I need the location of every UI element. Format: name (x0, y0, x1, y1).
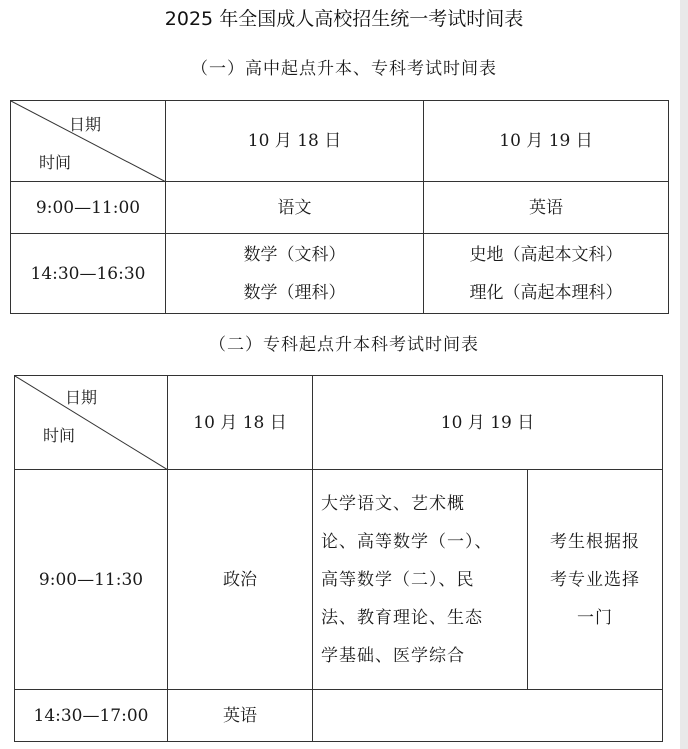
time-cell: 9:00—11:00 (11, 182, 166, 234)
subject-line: 理化（高起本理科） (469, 282, 623, 303)
subject-list-cell (313, 470, 528, 690)
table-row (15, 470, 663, 690)
subject-line: 高等数学（二）、民 (321, 569, 475, 590)
schedule-table-2 (14, 375, 663, 742)
subject-line: 史地（高起本文科） (469, 244, 623, 265)
date-header: 10 月 18 日 (168, 376, 313, 470)
diagonal-line (11, 101, 166, 182)
table-row (15, 376, 663, 470)
date-header: 10 月 18 日 (166, 101, 424, 182)
schedule-table-1 (10, 100, 669, 314)
corner-time-label: 时间 (43, 426, 76, 445)
table-row (11, 234, 669, 314)
page-title: 2025 年全国成人高校招生统一考试时间表 (164, 8, 524, 30)
subject-line: 数学（文科） (243, 244, 346, 265)
corner-time-label: 时间 (39, 153, 72, 172)
subject-line: 大学语文、艺术概 (321, 493, 465, 514)
table-row (15, 690, 663, 742)
date-header: 10 月 19 日 (424, 101, 669, 182)
note-line: 考生根据报 (550, 531, 640, 552)
subject-cell (166, 234, 424, 314)
subject-line: 论、高等数学（一）、 (321, 531, 493, 552)
subject-line: 学基础、医学综合 (321, 645, 465, 666)
table-row (11, 101, 669, 182)
subject-cell: 英语 (424, 182, 669, 234)
scrollbar-track[interactable] (680, 0, 688, 749)
table-row (11, 182, 669, 234)
time-cell: 14:30—17:00 (15, 690, 168, 742)
time-cell: 9:00—11:30 (15, 470, 168, 690)
time-cell: 14:30—16:30 (11, 234, 166, 314)
subject-cell (424, 234, 669, 314)
date-header: 10 月 19 日 (313, 376, 663, 470)
subject-line: 法、教育理论、生态 (321, 607, 483, 628)
subject-line: 数学（理科） (243, 282, 346, 303)
note-line: 一门 (577, 607, 613, 628)
note-line: 考专业选择 (550, 569, 640, 590)
header-corner-cell (15, 376, 168, 470)
corner-date-label: 日期 (69, 115, 102, 134)
section1-heading: （一）高中起点升本、专科考试时间表 (191, 59, 497, 79)
note-cell (528, 470, 663, 690)
subject-cell: 英语 (168, 690, 313, 742)
subject-cell: 政治 (168, 470, 313, 690)
header-corner-cell (11, 101, 166, 182)
corner-date-label: 日期 (65, 388, 98, 407)
subject-cell: 语文 (166, 182, 424, 234)
section2-heading: （二）专科起点升本科考试时间表 (209, 335, 479, 355)
empty-cell (313, 690, 663, 742)
